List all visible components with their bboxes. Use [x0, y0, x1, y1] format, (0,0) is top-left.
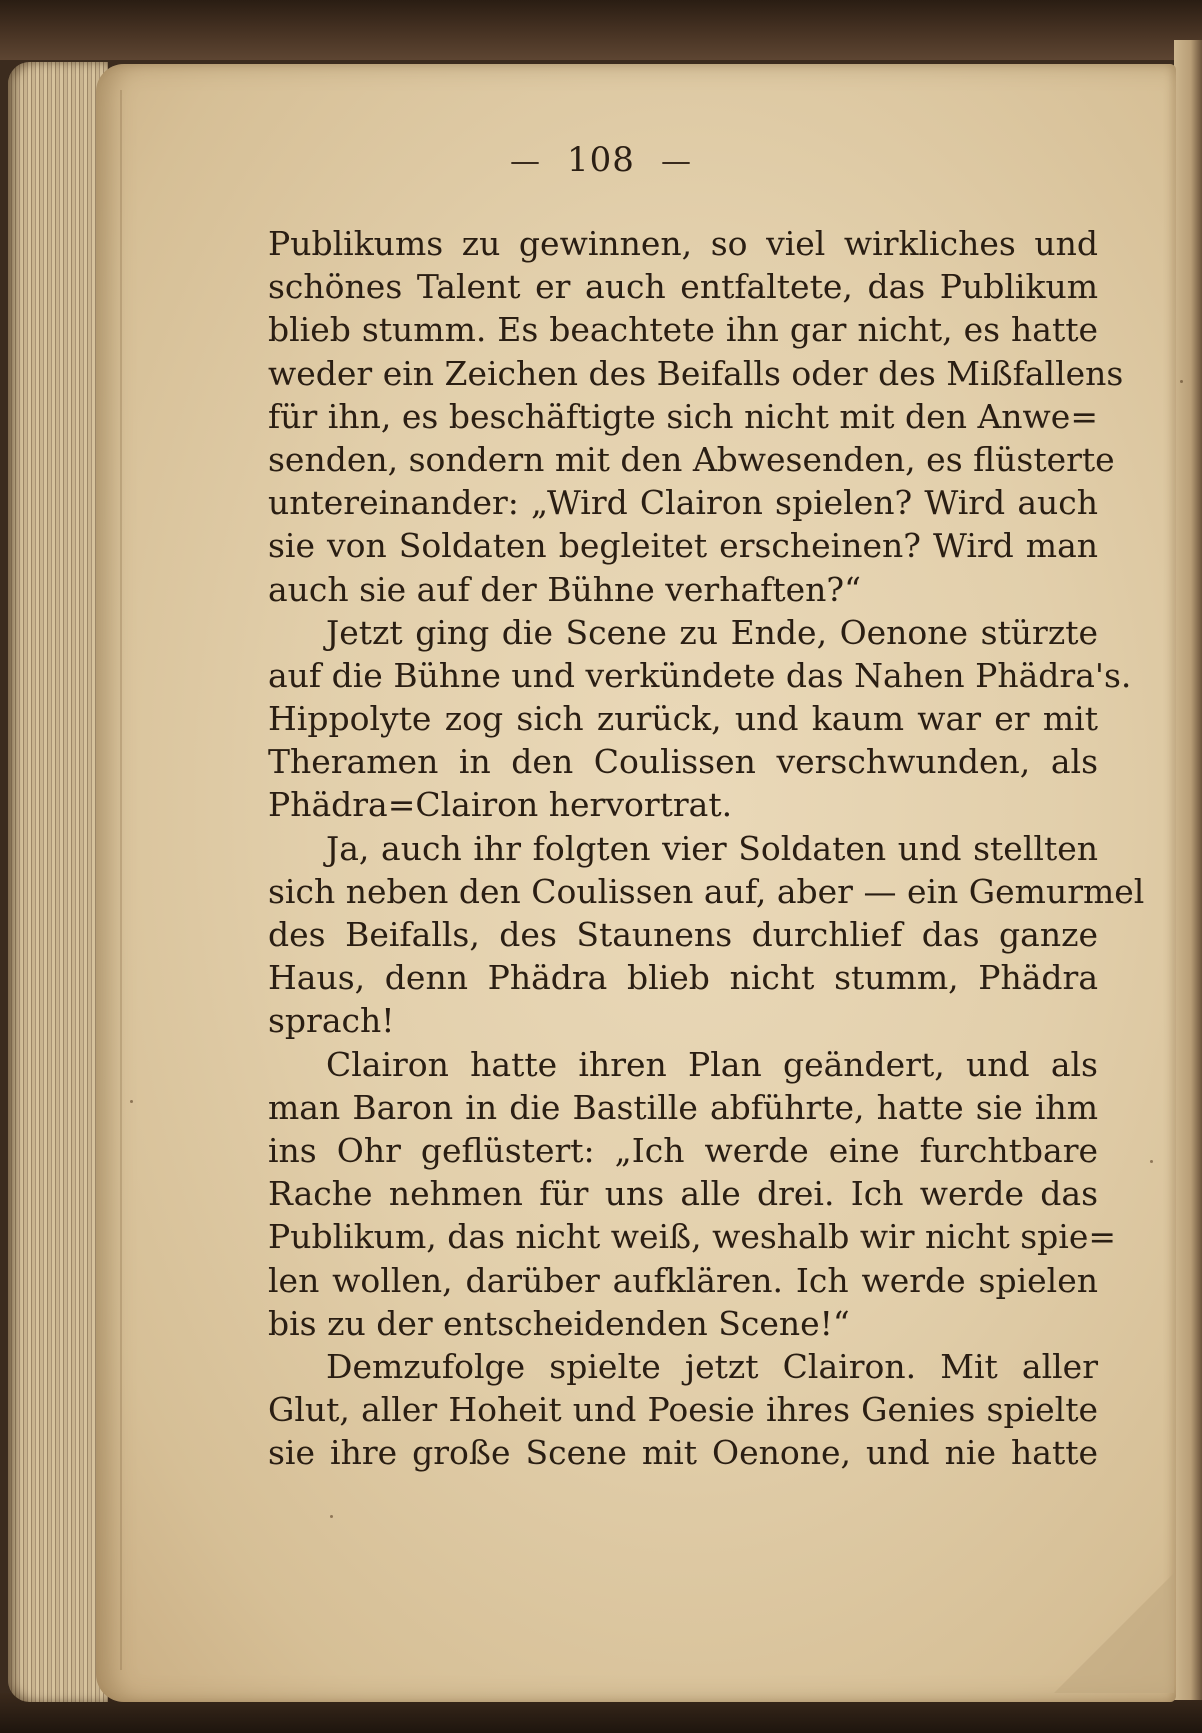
book-cover-top-edge	[0, 0, 1202, 60]
text-line: Publikums zu gewinnen, so viel wirkliches und	[268, 224, 1098, 263]
text-line: des Beifalls, des Staunens durchlief das ganze	[268, 915, 1098, 954]
text-line: Publikum, das nicht weiß, weshalb wir nicht spie=	[268, 1217, 1117, 1257]
text-line: ins Ohr geflüstert: „Ich werde eine furchtbare	[268, 1130, 1098, 1170]
text-line: bis zu der entscheidenden Scene!“	[268, 1303, 850, 1343]
text-line: Haus, denn Phädra blieb nicht stumm, Phädra	[268, 958, 1098, 998]
text-line: sprach!	[268, 1001, 395, 1041]
text-line: untereinander: „Wird Clairon spielen? Wird auch	[268, 483, 1098, 523]
text-line: len wollen, darüber aufklären. Ich werde spielen	[268, 1260, 1098, 1300]
page-header	[0, 140, 1202, 180]
text-line: Phädra=Clairon hervortrat.	[268, 785, 733, 825]
text-line: blieb stumm. Es beachtete ihn gar nicht, es hatte	[268, 310, 1098, 350]
text-line: Theramen in den Coulissen verschwunden, als	[268, 742, 1098, 782]
header-dash-right: —	[660, 144, 692, 179]
text-line: senden, sondern mit den Abwesenden, es flüsterte	[268, 439, 1115, 479]
text-line: Ja, auch ihr folgten vier Soldaten und stellten	[326, 828, 1098, 868]
header-dash-left: —	[510, 144, 542, 179]
paper-speck	[130, 1100, 133, 1103]
right-page-edge	[1174, 40, 1202, 1700]
body-text	[268, 222, 1145, 1474]
text-line: auf die Bühne und verkündete das Nahen Phädra's.	[268, 655, 1132, 695]
text-line: man Baron in die Bastille abführte, hatte sie ihm	[268, 1087, 1098, 1127]
text-line: weder ein Zeichen des Beifalls oder des Mißfallens	[268, 353, 1124, 393]
paper-speck	[1150, 1160, 1153, 1163]
text-line: sich neben den Coulissen auf, aber — ein Gemurmel	[268, 871, 1145, 911]
text-line: sie ihre große Scene mit Oenone, und nie hatte	[268, 1433, 1098, 1473]
text-line: Rache nehmen für uns alle drei. Ich werde das	[268, 1174, 1098, 1214]
text-line: auch sie auf der Bühne verhaften?“	[268, 569, 861, 609]
text-line: Hippolyte zog sich zurück, und kaum war er mit	[268, 699, 1098, 739]
text-line: für ihn, es beschäftigte sich nicht mit den Anwe=	[268, 396, 1098, 436]
text-line: Glut, aller Hoheit und Poesie ihres Genies spielte	[268, 1390, 1098, 1430]
stacked-page-edges	[8, 62, 108, 1702]
text-line: Jetzt ging die Scene zu Ende, Oenone stürzte	[326, 612, 1098, 652]
text-line: Demzufolge spielte jetzt Clairon. Mit aller	[326, 1346, 1098, 1386]
paper-speck	[330, 1515, 333, 1518]
page-corner-fold	[1054, 1573, 1174, 1693]
paper-speck	[1180, 380, 1183, 383]
page-crease	[120, 90, 122, 1670]
text-line: sie von Soldaten begleitet erscheinen? Wird man	[268, 526, 1098, 566]
text-line: Clairon hatte ihren Plan geändert, und als	[326, 1044, 1098, 1084]
page-number: 108	[567, 140, 635, 180]
text-line: schönes Talent er auch entfaltete, das Publikum	[268, 267, 1098, 307]
